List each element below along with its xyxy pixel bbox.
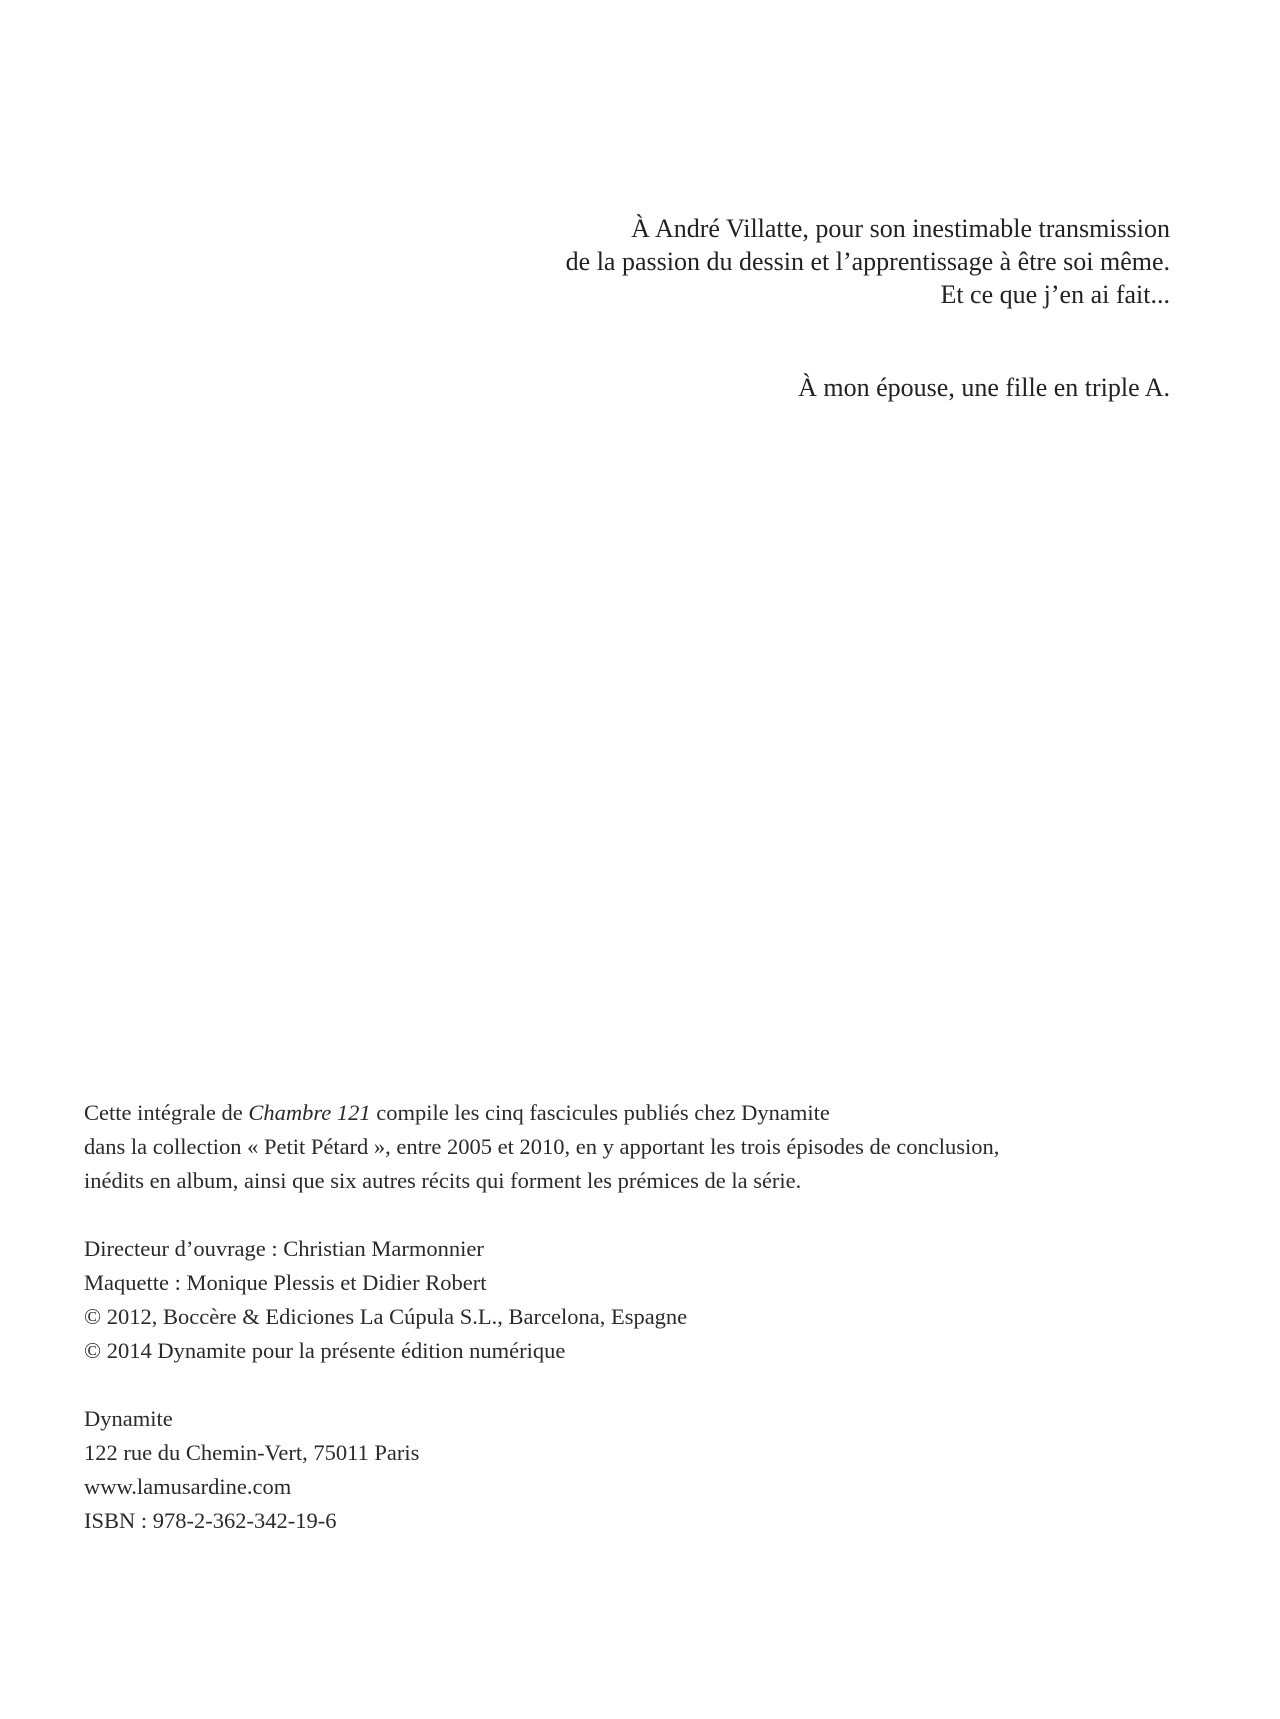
intro-line-2: dans la collection « Petit Pétard », entre 2005 et 2010, en y apportant les trois épisodes de conclusion, — [84, 1134, 1000, 1159]
publisher-address: 122 rue du Chemin-Vert, 75011 Paris — [84, 1440, 420, 1465]
credit-director: Directeur d’ouvrage : Christian Marmonnier — [84, 1236, 484, 1261]
copyright-2012: © 2012, Boccère & Ediciones La Cúpula S.L., Barcelona, Espagne — [84, 1304, 688, 1329]
dedication-spacer — [270, 311, 1170, 371]
publisher-name: Dynamite — [84, 1406, 173, 1431]
colophon — [84, 1096, 1184, 1572]
dedication-line-2: de la passion du dessin et l’apprentissage à être soi même. — [565, 247, 1170, 276]
dedication-second: À mon épouse, une fille en triple A. — [798, 373, 1170, 402]
copyright-2014: © 2014 Dynamite pour la présente édition numérique — [84, 1338, 566, 1363]
colophon-credits — [84, 1232, 1184, 1368]
credit-layout: Maquette : Monique Plessis et Didier Robert — [84, 1270, 487, 1295]
intro-line-1-before: Cette intégrale de — [84, 1100, 249, 1125]
dedication — [270, 212, 1170, 404]
isbn: ISBN : 978-2-362-342-19-6 — [84, 1508, 337, 1533]
publisher-website: www.lamusardine.com — [84, 1474, 292, 1499]
intro-line-1-after: compile les cinq fascicules publiés chez Dynamite — [370, 1100, 830, 1125]
colophon-intro — [84, 1096, 1184, 1198]
book-title: Chambre 121 — [248, 1100, 371, 1125]
dedication-line-1: À André Villatte, pour son inestimable transmission — [631, 214, 1170, 243]
intro-line-1 — [84, 1096, 1184, 1130]
dedication-line-3: Et ce que j’en ai fait... — [940, 280, 1170, 309]
intro-line-3: inédits en album, ainsi que six autres récits qui forment les prémices de la série. — [84, 1168, 802, 1193]
colophon-publisher — [84, 1402, 1184, 1538]
